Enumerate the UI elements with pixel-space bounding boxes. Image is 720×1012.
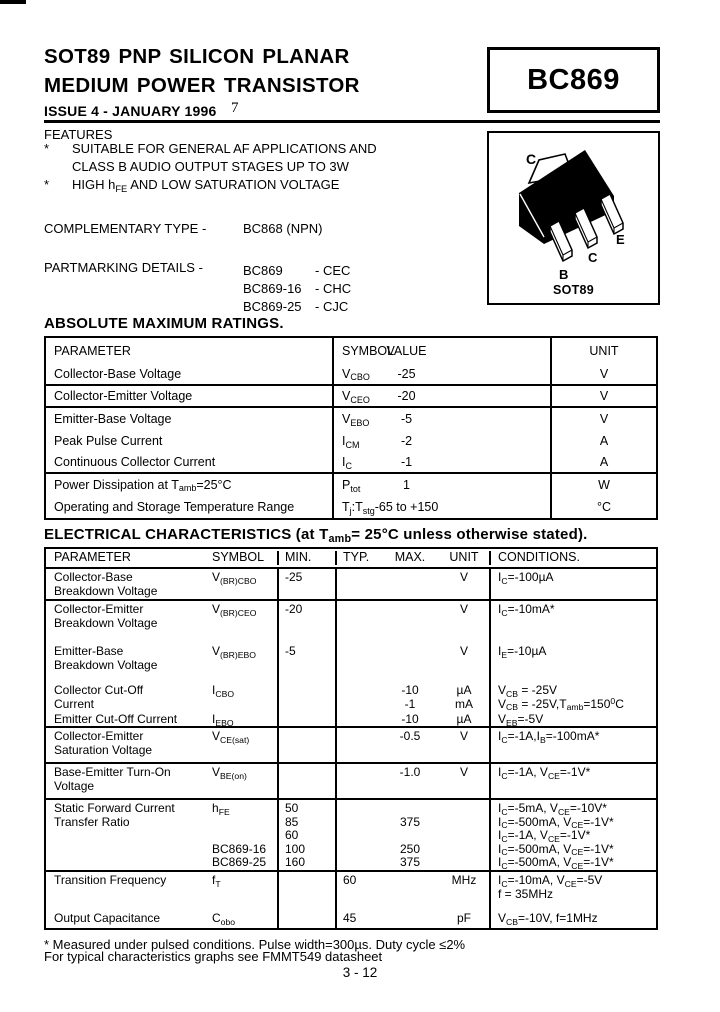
table-row <box>46 363 656 386</box>
cell-parameter: Static Forward Current Transfer Ratio <box>54 801 175 829</box>
footnote-line: * Measured under pulsed conditions. Pulse width=300µs. Duty cycle ≤2% <box>44 937 466 952</box>
cell-typ <box>337 802 381 870</box>
cell-parameter: Peak Pulse Current <box>46 430 334 452</box>
cell-conditions: $V_{CB} = -25V$ $V_{CB} = -25V,T_{amb}=150^0C$ <box>489 682 656 711</box>
partmarking-label: PARTMARKING DETAILS - <box>44 260 203 275</box>
header-cell-parameter: PARAMETER <box>46 338 334 363</box>
table-row <box>46 601 656 643</box>
cell-typ <box>337 645 381 682</box>
cell-symbol: $V_{EBO}$ <box>342 412 370 428</box>
table-row <box>46 711 656 728</box>
cell-value: -5 <box>400 412 413 426</box>
pin-label-e: E <box>616 232 625 247</box>
cell-min <box>279 764 337 798</box>
cell-parameter: Power Dissipation at T $_{amb}$ =25°C <box>46 474 334 496</box>
ec-heading: ELECTRICAL CHARACTERISTICS (at $T_{amb}= 25^\circ C$ unless otherwise stated). <box>44 526 588 546</box>
header-cell-unit: UNIT <box>449 550 479 565</box>
cell-unit: V <box>459 602 468 616</box>
cell-parameter: Continuous Collector Current <box>46 452 334 472</box>
cell-conditions: $I_C=-100\mu A$ <box>489 569 656 599</box>
complementary-label: COMPLEMENTARY TYPE - <box>44 221 207 236</box>
part-name: BC869-16 <box>243 281 302 296</box>
table-row <box>46 474 656 496</box>
cell-symbol: $V_{(BR)EBO}$ <box>212 644 256 660</box>
header-cell-conditions: CONDITIONS. <box>489 551 656 565</box>
part-name: BC869-25 <box>243 299 302 314</box>
cell-parameter: Collector-Emitter Breakdown Voltage <box>54 602 158 630</box>
cell-symbol: $V_{(BR)CEO}$ <box>212 602 257 618</box>
header-cell-unit: UNIT <box>550 338 656 363</box>
page-title-line1: SOT89 PNP SILICON PLANAR <box>44 45 350 68</box>
cell-symbol: $V_{CBO}$ <box>342 366 370 383</box>
cell-conditions: $I_C=-5mA$, $V_{CE}=-10V*$ $I_C=-500mA$, $V_{CE}=-1V*$ $I_C=-1A$, $V_{CE}=-1V*$ $I_C=-500mA$, $V_{CE}=-1V*$ $I_C=-500mA$, $V_{CE}=-1V*$ <box>489 800 656 870</box>
cell-conditions: $I_C=-1A,I_B=-100mA*$ <box>489 728 656 762</box>
cell-unit: V <box>459 644 468 658</box>
cell-typ: 45 <box>343 911 357 925</box>
cell-typ <box>337 766 381 798</box>
cell-unit: V <box>459 765 468 779</box>
cell-symbol: $I_{EBO}$ <box>212 712 234 728</box>
table-row <box>46 496 656 518</box>
cell-max: -10 <box>401 712 419 726</box>
page-number: 3 - 12 <box>342 965 378 980</box>
cell-min <box>279 682 337 711</box>
cell-typ <box>337 684 381 711</box>
cell-max: -0.5 <box>399 729 421 743</box>
cell-parameter: Operating and Storage Temperature Range <box>46 496 334 518</box>
table-row <box>46 569 656 601</box>
cell-typ <box>337 730 381 762</box>
cell-unit: W <box>550 474 656 496</box>
cell-parameter: Collector-Emitter Saturation Voltage <box>54 729 153 757</box>
cell-parameter: Collector-Emitter Voltage <box>46 386 334 406</box>
part-code: - CJC <box>315 299 349 314</box>
part-code: - CHC <box>315 281 352 296</box>
package-box <box>487 131 660 305</box>
cell-symbol: $C_{obo}$ <box>212 911 236 927</box>
header-cell-parameter: PARAMETER <box>54 550 131 565</box>
cell-max <box>381 571 439 599</box>
cell-min: -5 <box>279 643 337 682</box>
ec-table <box>44 547 658 930</box>
cell-typ <box>337 603 381 643</box>
cell-conditions: $V_{CB}=-10V$, f=1MHz <box>489 910 656 928</box>
cell-unit: A <box>550 452 656 472</box>
cell-symbol: $f_T$ <box>212 873 221 889</box>
cell-unit: °C <box>550 496 656 518</box>
cell-min <box>279 910 337 928</box>
pin-label-tab-c: C <box>526 151 537 167</box>
cell-parameter: Emitter Cut-Off Current <box>54 712 178 726</box>
cell-max <box>381 603 439 643</box>
feature-line: SUITABLE FOR GENERAL AF APPLICATIONS AND <box>72 141 377 156</box>
cell-max: -1.0 <box>399 765 421 779</box>
cell-parameter: Base-Emitter Turn-On Voltage <box>54 765 171 793</box>
header-cell-typ: TYP. <box>343 550 370 565</box>
header-cell-value: VALUE <box>386 343 427 358</box>
feature-bullet: * <box>44 141 50 156</box>
cell-unit: A <box>550 430 656 452</box>
table-row <box>46 682 656 711</box>
cell-min <box>279 711 337 726</box>
issue-line: ISSUE 4 - JANUARY 1996 <box>44 103 217 119</box>
feature-line: HIGH $h_{FE}$ AND LOW SATURATION VOLTAGE <box>72 177 340 194</box>
table-row <box>46 764 656 800</box>
cell-symbol: $V_{(BR)CBO}$ <box>212 570 257 586</box>
cell-value: -1 <box>400 455 413 469</box>
cell-typ: 60 <box>343 873 357 887</box>
header-cell-max: MAX. <box>394 550 426 565</box>
table-row <box>46 728 656 764</box>
cell-parameter: Output Capacitance <box>54 911 161 925</box>
table-header-row <box>46 338 656 363</box>
cell-conditions: $I_E=-10\mu A$ <box>489 643 656 682</box>
table-row <box>46 386 656 408</box>
amr-heading: ABSOLUTE MAXIMUM RATINGS. <box>44 315 284 332</box>
table-row <box>46 910 656 928</box>
package-name: SOT89 <box>552 283 595 297</box>
cell-typ <box>337 571 381 599</box>
cell-symbol: $V_{BE(on)}$ <box>212 765 247 781</box>
cell-max: 375 250 375 <box>399 814 421 869</box>
footnote-line: For typical characteristics graphs see FMMT549 datasheet <box>44 949 383 964</box>
cell-symbol: $T_j:T_{stg}$ <box>342 500 375 516</box>
pin-label-b: B <box>559 267 569 282</box>
cell-value: -25 <box>397 366 416 381</box>
page-title-line2: MEDIUM POWER TRANSISTOR <box>44 74 360 97</box>
table-row <box>46 643 656 682</box>
scan-corner-mark <box>0 0 26 4</box>
issue-mark: 7 <box>231 100 239 116</box>
cell-max <box>381 874 439 910</box>
sot89-package-figure <box>489 133 657 302</box>
cell-min <box>279 728 337 762</box>
cell-parameter: Transition Frequency <box>54 873 167 887</box>
cell-conditions: $I_C=-10mA$, $V_{CE}=-5V$ f = 35MHz <box>489 872 656 910</box>
cell-parameter: Emitter-Base Voltage <box>46 408 334 430</box>
cell-unit: V <box>459 570 468 584</box>
amr-table <box>44 336 658 520</box>
complementary-value: BC868 (NPN) <box>243 221 323 236</box>
cell-unit: µA <box>456 712 472 726</box>
cell-symbol: $I_{CM}$ <box>342 434 360 450</box>
cell-parameter: Collector Cut-Off Current <box>54 683 144 711</box>
table-row <box>46 430 656 452</box>
table-row <box>46 452 656 474</box>
cell-max <box>381 645 439 682</box>
cell-symbol: $V_{CE(sat)}$ <box>212 729 250 745</box>
cell-parameter: Collector-Base Voltage <box>46 363 334 384</box>
cell-max: -10 -1 <box>401 683 419 711</box>
cell-symbol: $I_{CBO}$ <box>212 683 235 699</box>
cell-parameter: Collector-Base Breakdown Voltage <box>54 570 158 598</box>
part-number-box <box>487 47 660 113</box>
part-name: BC869 <box>243 263 283 278</box>
cell-min: 50 85 60 100 160 <box>279 800 337 870</box>
cell-unit: V <box>550 408 656 430</box>
cell-conditions: $V_{EB}=-5V$ <box>489 711 656 726</box>
cell-symbol: $V_{CEO}$ <box>342 389 370 405</box>
cell-value: -65 to +150 <box>374 500 439 514</box>
header-cell-symbol: SYMBOL <box>342 343 395 358</box>
cell-value: 1 <box>403 478 410 492</box>
cell-unit: µA mA <box>455 683 473 711</box>
header-cell-symbol: SYMBOL <box>212 550 265 565</box>
cell-unit: V <box>550 386 656 406</box>
cell-parameter: Emitter-Base Breakdown Voltage <box>54 644 158 672</box>
table-header-row <box>46 549 656 569</box>
cell-conditions: $I_C=-10mA*$ <box>489 601 656 643</box>
cell-max <box>381 912 439 928</box>
cell-symbol: $P_{tot}$ <box>342 478 361 494</box>
cell-unit: pF <box>456 911 471 925</box>
cell-conditions: $I_C=-1A$, $V_{CE}=-1V*$ <box>489 764 656 798</box>
cell-value: -20 <box>397 389 416 403</box>
header-cell-min: MIN. <box>279 551 337 565</box>
feature-line: CLASS B AUDIO OUTPUT STAGES UP TO 3W <box>72 159 349 174</box>
cell-symbol: $h_{FE}$ BC869-16 BC869-25 <box>212 801 267 869</box>
part-number: BC869 <box>527 63 620 96</box>
cell-typ <box>337 713 381 726</box>
part-code: - CEC <box>315 263 351 278</box>
cell-min: -25 <box>279 569 337 599</box>
cell-min: -20 <box>279 601 337 643</box>
cell-value: -2 <box>400 434 413 448</box>
table-row <box>46 408 656 430</box>
cell-unit: MHz <box>451 873 477 887</box>
table-row <box>46 872 656 910</box>
cell-unit <box>439 802 489 870</box>
page-title <box>44 42 360 100</box>
pin-label-c: C <box>588 250 598 265</box>
cell-unit: V <box>550 363 656 384</box>
cell-symbol: $I_C$ <box>342 455 352 471</box>
table-row <box>46 800 656 872</box>
full-width-rule <box>44 120 660 123</box>
cell-min <box>279 872 337 910</box>
cell-unit: V <box>459 729 468 743</box>
features-heading: FEATURES <box>44 127 113 142</box>
feature-bullet: * <box>44 177 50 192</box>
